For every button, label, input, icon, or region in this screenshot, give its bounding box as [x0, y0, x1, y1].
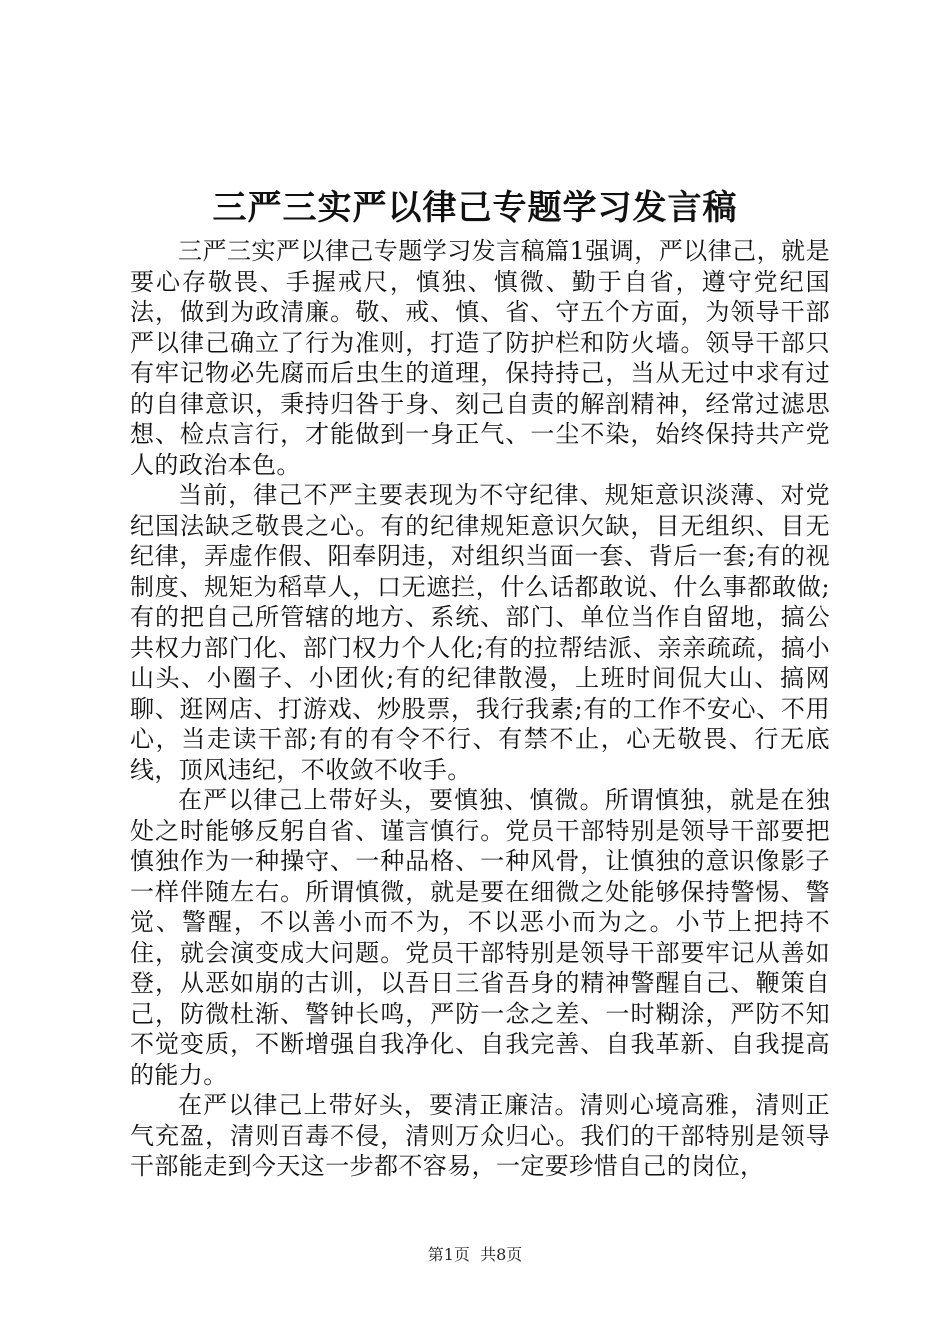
page-number: 第1页 [427, 1245, 470, 1264]
paragraph-1: 三严三实严以律己专题学习发言稿篇1强调，严以律己，就是要心存敬畏、手握戒尺，慎独、慎微、勤于自省，遵守党纪国法，做到为政清廉。敬、戒、慎、省、守五个方面，为领导干部严以律己确立了行为准则，打造了防护栏和防火墙。领导干部只有牢记物必先腐而后虫生的道理，保持持己，当从无过中求有过的自律意识，秉持归咎于身、刻己自责的解剖精神，经常过滤思想、检点言行，才能做到一身正气、一尘不染，始终保持共产党人的政治本色。 [130, 237, 830, 479]
document-body [130, 236, 830, 1182]
paragraph-3: 在严以律己上带好头，要慎独、慎微。所谓慎独，就是在独处之时能够反躬自省、谨言慎行。党员干部特别是领导干部要把慎独作为一种操守、一种品格、一种风骨，让慎独的意识像影子一样伴随左右。所谓慎微，就是要在细微之处能够保持警惕、警觉、警醒，不以善小而不为，不以恶小而为之。小节上把持不住，就会演变成大问题。党员干部特别是领导干部要牢记从善如登，从恶如崩的古训，以吾日三省吾身的精神警醒自己、鞭策自己，防微杜渐、警钟长鸣，严防一念之差、一时糊涂，严防不知不觉变质，不断增强自我净化、自我完善、自我革新、自我提高的能力。 [130, 786, 830, 1089]
page-footer [0, 1244, 950, 1266]
document-title: 三严三实严以律己专题学习发言稿 [212, 188, 738, 228]
paragraph-4: 在严以律己上带好头，要清正廉洁。清则心境高雅，清则正气充盈，清则百毒不侵，清则万众归心。我们的干部特别是领导干部能走到今天这一步都不容易，一定要珍惜自己的岗位， [130, 1091, 830, 1180]
page-total: 共8页 [480, 1245, 523, 1264]
paragraph-2: 当前，律己不严主要表现为不守纪律、规矩意识淡薄、对党纪国法缺乏敬畏之心。有的纪律规矩意识欠缺，目无组织、目无纪律，弄虚作假、阳奉阴违，对组织当面一套、背后一套;有的视制度、规矩为稻草人，口无遮拦，什么话都敢说、什么事都敢做;有的把自己所管辖的地方、系统、部门、单位当作自留地，搞公共权力部门化、部门权力个人化;有的拉帮结派、亲亲疏疏，搞小山头、小圈子、小团伙;有的纪律散漫，上班时间侃大山、搞网聊、逛网店、打游戏、炒股票，我行我素;有的工作不安心、不用心，当走读干部;有的有令不行、有禁不止，心无敬畏、行无底线，顶风违纪，不收敛不收手。 [130, 481, 830, 784]
